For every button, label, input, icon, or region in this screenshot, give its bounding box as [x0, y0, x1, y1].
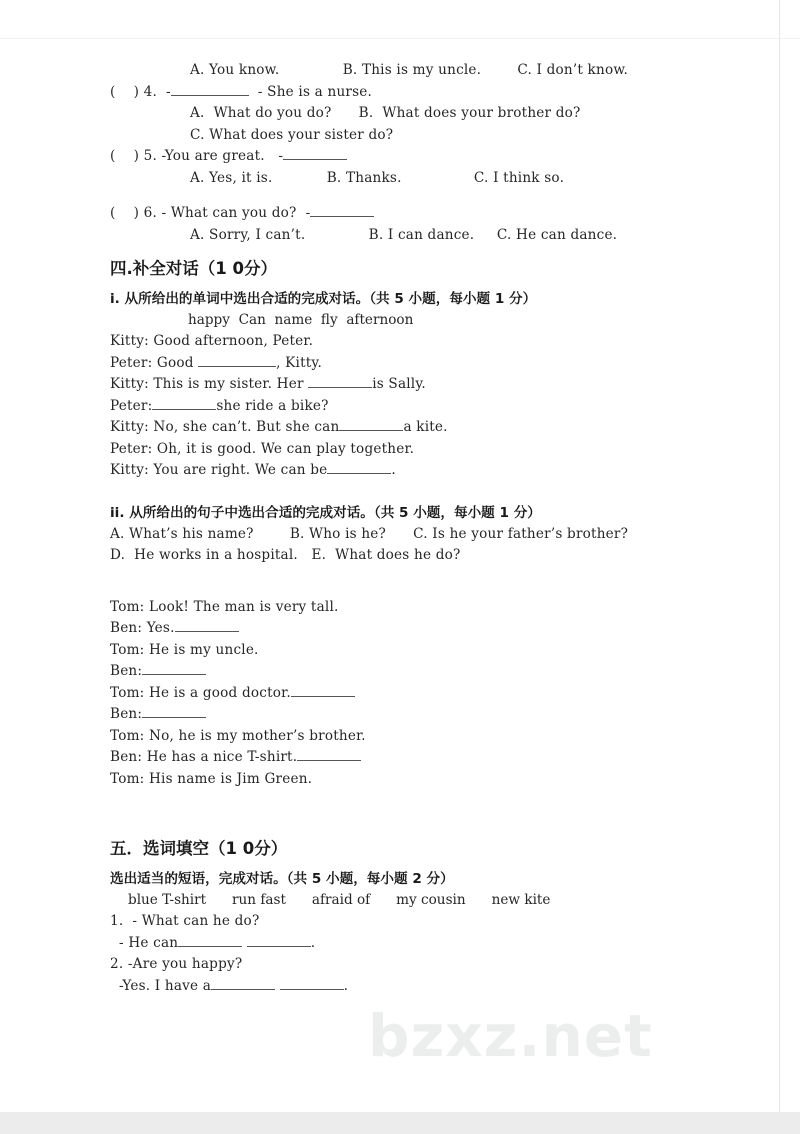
- list-item: [110, 933, 750, 955]
- dialogue-text-post: is Sally.: [372, 376, 426, 392]
- question-4-stem-pre: ( ) 4. -: [110, 83, 171, 100]
- dialogue-line: [110, 353, 750, 375]
- answer-blank[interactable]: [175, 618, 239, 632]
- dialogue-line: [110, 726, 750, 748]
- dialogue-line: [110, 661, 750, 683]
- answer-blank[interactable]: [310, 203, 374, 217]
- answer-blank[interactable]: [291, 683, 355, 697]
- dialogue-text-pre: Ben:: [110, 706, 143, 722]
- list-item: [110, 911, 750, 933]
- question-6-stem-pre: ( ) 6. - What can you do? -: [110, 205, 311, 221]
- section-four-heading: 四.补全对话（1 0分）: [110, 259, 277, 278]
- question-4-options-line-1: A. What do you do? B. What does your brother do?: [190, 105, 581, 121]
- page-bottom-edge: [0, 1112, 800, 1134]
- answer-blank[interactable]: [247, 933, 311, 947]
- item-text: -Yes. I have a: [110, 977, 212, 994]
- answer-blank[interactable]: [178, 933, 242, 947]
- dialogue-text-pre: Tom: He is my uncle.: [110, 641, 259, 658]
- question-4-stem-post: - She is a nurse.: [248, 83, 373, 100]
- answer-blank[interactable]: [198, 353, 276, 367]
- dialogue-text-pre: Kitty: You are right. We can be: [110, 462, 328, 478]
- watermark: bzxz.net: [368, 1002, 653, 1070]
- answer-blank[interactable]: [152, 396, 216, 410]
- item-text: 1. - What can he do?: [110, 913, 260, 929]
- dialogue-text-post: , Kitty.: [276, 354, 323, 371]
- dialogue-text-pre: Peter: Good: [110, 354, 199, 371]
- tom-ben-dialogue: [110, 597, 750, 791]
- spacer: [110, 567, 750, 597]
- question-5-options: A. Yes, it is. B. Thanks. C. I think so.: [190, 169, 565, 186]
- spacer: [110, 482, 750, 502]
- answer-blank[interactable]: [283, 146, 347, 160]
- dialogue-text-post: she ride a bike?: [216, 397, 329, 414]
- dialogue-text-pre: Tom: He is a good doctor.: [110, 684, 291, 701]
- item-text-end: .: [343, 977, 349, 994]
- dialogue-line: [110, 618, 750, 640]
- answer-blank[interactable]: [308, 374, 372, 388]
- phrase-bank: blue T-shirt run fast afraid of my cousin new kite: [128, 892, 551, 908]
- answer-blank[interactable]: [171, 82, 249, 96]
- page-right-edge: [779, 0, 780, 1114]
- scan-artifact-line: [0, 38, 800, 39]
- item-text-end: .: [310, 934, 316, 951]
- dialogue-text-pre: Ben: Yes.: [110, 620, 175, 636]
- dialogue-line: [110, 331, 750, 353]
- question-5-stem: [110, 146, 750, 168]
- item-text: - He can: [110, 934, 179, 951]
- dialogue-line: [110, 417, 750, 439]
- section-four-part-ii-options-line-1: A. What’s his name? B. Who is he? C. Is he your father’s brother?: [110, 525, 629, 542]
- dialogue-text-post: .: [391, 462, 396, 478]
- question-6-stem: [110, 203, 750, 225]
- dialogue-line: [110, 460, 750, 482]
- section-five-instruction: 选出适当的短语，完成对话。（共 5 小题，每小题 2 分）: [110, 871, 454, 887]
- answer-blank[interactable]: [297, 747, 361, 761]
- answer-blank[interactable]: [211, 976, 275, 990]
- item-text: 2. -Are you happy?: [110, 956, 243, 972]
- dialogue-text-pre: Kitty: This is my sister. Her: [110, 376, 309, 392]
- dialogue-text-pre: Peter:: [110, 397, 153, 414]
- question-6-options: A. Sorry, I can’t. B. I can dance. C. He can dance.: [190, 226, 618, 243]
- dialogue-text-pre: Tom: His name is Jim Green.: [110, 770, 313, 787]
- dialogue-line: [110, 769, 750, 791]
- answer-blank[interactable]: [327, 460, 391, 474]
- kitty-peter-dialogue: [110, 331, 750, 482]
- dialogue-text-pre: Ben: He has a nice T-shirt.: [110, 749, 298, 765]
- dialogue-text-post: a kite.: [403, 419, 448, 435]
- section-five-heading: 五．选词填空（1 0分）: [110, 839, 288, 858]
- dialogue-line: [110, 597, 750, 619]
- dialogue-text-pre: Tom: Look! The man is very tall.: [110, 598, 339, 615]
- question-4-stem: [110, 82, 750, 104]
- question-3-options: A. You know. B. This is my uncle. C. I don’t know.: [190, 62, 629, 78]
- list-item: [110, 954, 750, 976]
- dialogue-line: [110, 396, 750, 418]
- section-four-part-ii-instruction: ii. 从所给出的句子中选出合适的完成对话。（共 5 小题，每小题 1 分）: [110, 504, 541, 521]
- dialogue-text-pre: Ben:: [110, 663, 143, 679]
- list-item: [110, 976, 750, 998]
- answer-blank[interactable]: [339, 417, 403, 431]
- spacer: [110, 790, 750, 836]
- section-four-part-i-instruction: i. 从所给出的单词中选出合适的完成对话。（共 5 小题，每小题 1 分）: [110, 291, 537, 307]
- dialogue-text-pre: Kitty: No, she can’t. But she can: [110, 419, 340, 435]
- dialogue-line: [110, 747, 750, 769]
- question-5-stem-pre: ( ) 5. -You are great. -: [110, 148, 284, 164]
- dialogue-line: [110, 374, 750, 396]
- dialogue-line: [110, 704, 750, 726]
- question-4-options-line-2: C. What does your sister do?: [190, 126, 394, 143]
- dialogue-line: [110, 439, 750, 461]
- word-bank: happy Can name fly afternoon: [188, 312, 414, 328]
- spacer: [110, 189, 750, 203]
- dialogue-text-pre: Tom: No, he is my mother’s brother.: [110, 727, 366, 744]
- answer-blank[interactable]: [280, 976, 344, 990]
- answer-blank[interactable]: [142, 704, 206, 718]
- dialogue-text-pre: Kitty: Good afternoon, Peter.: [110, 333, 314, 349]
- document-content: [110, 60, 750, 997]
- dialogue-line: [110, 683, 750, 705]
- spacer: [110, 246, 750, 256]
- dialogue-line: [110, 640, 750, 662]
- dialogue-text-pre: Peter: Oh, it is good. We can play together.: [110, 440, 415, 457]
- section-five-items: [110, 911, 750, 997]
- answer-blank[interactable]: [142, 661, 206, 675]
- section-four-part-ii-options-line-2: D. He works in a hospital. E. What does he do?: [110, 547, 461, 563]
